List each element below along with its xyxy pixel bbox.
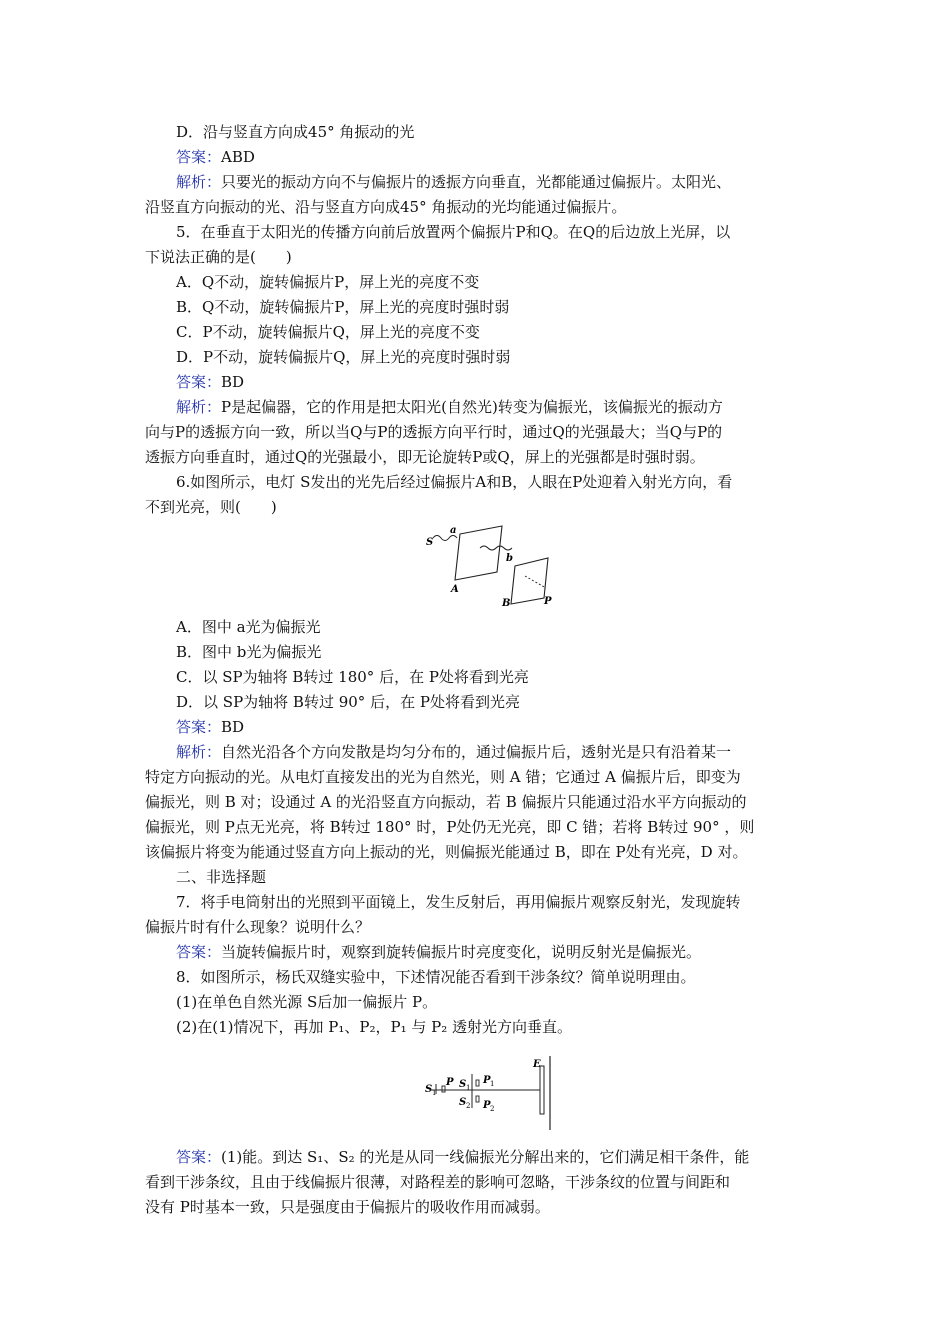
- line-q8-ans1: [176, 1147, 846, 1167]
- line-text: B．Q不动，旋转偏振片P，屏上光的亮度时强时弱: [176, 298, 510, 316]
- fig1-label-P: P: [544, 596, 552, 607]
- line-q7-stem1: [176, 892, 846, 912]
- line-q4-exp1: [176, 172, 846, 192]
- line-text: 向与P的透振方向一致，所以当Q与P的透振方向平行时，通过Q的光强最大；当Q与P的: [145, 423, 723, 441]
- fig2-sub-S1: 1: [466, 1084, 471, 1092]
- answer-label: 答案：: [176, 373, 222, 391]
- line-q4-ans: [176, 147, 846, 167]
- fig1-ray-b: [480, 546, 512, 550]
- line-q5-optB: [176, 297, 846, 317]
- line-text: ABD: [221, 148, 255, 166]
- fig2-polarizer-P2: [476, 1096, 479, 1102]
- line-q6-optB: [176, 642, 846, 662]
- fig2-label-P2: P: [483, 1100, 491, 1111]
- line-text: D．以 SP为轴将 B转过 90° 后，在 P处将看到光亮: [176, 693, 520, 711]
- line-text: A．图中 a光为偏振光: [176, 618, 321, 636]
- line-q6-exp3: [145, 792, 815, 812]
- line-q8-stem: [176, 967, 846, 987]
- line-q5-stem2: [145, 247, 815, 267]
- line-q6-exp2: [145, 767, 815, 787]
- line-q6-optD: [176, 692, 846, 712]
- line-q6-optC: [176, 667, 846, 687]
- line-text: B．图中 b光为偏振光: [176, 643, 322, 661]
- line-text: BD: [221, 373, 245, 391]
- line-q7-stem2: [145, 917, 815, 937]
- line-text: 6.如图所示，电灯 S发出的光先后经过偏振片A和B，人眼在P处迎着入射光方向，看: [176, 473, 733, 491]
- line-q6-stem2: [145, 497, 815, 517]
- line-text: 特定方向振动的光。从电灯直接发出的光为自然光，则 A 错；它通过 A 偏振片后，即变为: [145, 768, 741, 786]
- fig2-label-S2: S: [459, 1097, 467, 1108]
- line-q8-ans2: [145, 1172, 815, 1192]
- answer-label: 答案：: [176, 718, 222, 736]
- line-text: 该偏振片将变为能通过竖直方向上振动的光，则偏振光能通过 B，即在 P处有光亮，D 对。: [145, 843, 748, 861]
- fig2-label-P: P: [446, 1077, 454, 1088]
- line-text: 8．如图所示，杨氏双缝实验中，下述情况能否看到干涉条纹？简单说明理由。: [176, 968, 696, 986]
- line-text: C．P不动，旋转偏振片Q，屏上光的亮度不变: [176, 323, 480, 341]
- line-text: (1)在单色自然光源 S后加一偏振片 P。: [176, 993, 438, 1011]
- line-text: 偏振光，则 B 对；设通过 A 的光沿竖直方向振动，若 B 偏振片只能通过沿水平方向振动的: [145, 793, 747, 811]
- fig1-label-b: b: [506, 553, 513, 564]
- fig2-label-E: E: [533, 1059, 541, 1070]
- line-q5-exp2: [145, 422, 815, 442]
- fig1-label-A: A: [451, 584, 459, 595]
- line-text: 没有 P时基本一致，只是强度由于偏振片的吸收作用而减弱。: [145, 1198, 550, 1216]
- line-text: 自然光沿各个方向发散是均匀分布的，通过偏振片后，透射光是只有沿着某一: [221, 743, 732, 761]
- fig1-ray-a: [433, 536, 457, 541]
- line-text: 7．将手电筒射出的光照到平面镜上，发生反射后，再用偏振片观察反射光，发现旋转: [176, 893, 741, 911]
- fig1-polarizer-B: [511, 558, 548, 604]
- line-text: (1)能。到达 S₁、S₂ 的光是从同一线偏振光分解出来的，它们满足相干条件，能: [221, 1148, 750, 1166]
- fig2-polarizer-P: [442, 1086, 445, 1092]
- line-text: 沿竖直方向振动的光、沿与竖直方向成45° 角振动的光均能通过偏振片。: [145, 198, 627, 216]
- line-q5-ans: [176, 372, 846, 392]
- fig2-sub-P1: 1: [490, 1080, 495, 1088]
- fig2-label-P1: P: [483, 1075, 491, 1086]
- fig2-screen-E: [540, 1066, 544, 1114]
- answer-label: 答案：: [176, 1148, 222, 1166]
- line-text: 下说法正确的是( ): [145, 248, 292, 266]
- fig1-label-B: B: [502, 598, 511, 609]
- answer-label: 答案：: [176, 148, 222, 166]
- answer-label: 解析：: [176, 398, 222, 416]
- line-q8-ans3: [145, 1197, 815, 1217]
- fig2-polarizer-P1: [476, 1080, 479, 1086]
- line-text: D．沿与竖直方向成45° 角振动的光: [176, 123, 415, 141]
- fig2-sub-S: 1: [432, 1089, 437, 1097]
- line-text: 二、非选择题: [176, 868, 267, 886]
- fig2-label-S: S: [425, 1084, 433, 1095]
- line-q5-exp1: [176, 397, 846, 417]
- line-q6-ans: [176, 717, 846, 737]
- line-q4-exp2: [145, 197, 815, 217]
- line-q6-stem1: [176, 472, 846, 492]
- line-q5-optC: [176, 322, 846, 342]
- answer-label: 解析：: [176, 173, 222, 191]
- fig1-polarizer-A: [455, 526, 502, 580]
- line-q5-optA: [176, 272, 846, 292]
- line-text: P是起偏器，它的作用是把太阳光(自然光)转变为偏振光，该偏振光的振动方: [221, 398, 723, 416]
- line-text: 偏振片时有什么现象？说明什么？: [145, 918, 371, 936]
- line-q5-optD: [176, 347, 846, 367]
- line-text: 看到干涉条纹，且由于线偏振片很薄，对路程差的影响可忽略，干涉条纹的位置与间距和: [145, 1173, 731, 1191]
- line-text: 5．在垂直于太阳光的传播方向前后放置两个偏振片P和Q。在Q的后边放上光屏，以: [176, 223, 731, 241]
- line-text: A．Q不动，旋转偏振片P，屏上光的亮度不变: [176, 273, 480, 291]
- line-q8-s2: [176, 1017, 846, 1037]
- line-q5-exp3: [145, 447, 815, 467]
- line-text: 透振方向垂直时，通过Q的光强最小，即无论旋转P或Q，屏上的光强都是时强时弱。: [145, 448, 705, 466]
- line-q5-stem1: [176, 222, 846, 242]
- fig2-sub-P2: 2: [490, 1105, 495, 1113]
- line-q4-optD: [176, 122, 846, 142]
- line-q6-exp4: [145, 817, 815, 837]
- line-text: C．以 SP为轴将 B转过 180° 后，在 P处将看到光亮: [176, 668, 529, 686]
- line-q6-exp5: [145, 842, 815, 862]
- fig1-label-a: a: [450, 525, 457, 536]
- fig2-label-S1: S: [459, 1079, 467, 1090]
- line-text: 当旋转偏振片时，观察到旋转偏振片时亮度变化，说明反射光是偏振光。: [221, 943, 702, 961]
- line-q6-exp1: [176, 742, 846, 762]
- line-text: 偏振光，则 P点无光亮，将 B转过 180° 时，P处仍无光亮，即 C 错；若将 B转过 90° ，则: [145, 818, 755, 836]
- fig2-sub-S2: 2: [466, 1102, 471, 1110]
- line-q8-s1: [176, 992, 846, 1012]
- line-text: BD: [221, 718, 245, 736]
- figure-polarizers: [420, 520, 580, 610]
- line-text: 不到光亮，则( ): [145, 498, 277, 516]
- line-text: D．P不动，旋转偏振片Q，屏上光的亮度时强时弱: [176, 348, 511, 366]
- line-text: 只要光的振动方向不与偏振片的透振方向垂直，光都能通过偏振片。太阳光、: [221, 173, 732, 191]
- line-q7-ans: [176, 942, 846, 962]
- fig1-label-S: S: [426, 537, 434, 548]
- line-text: (2)在(1)情况下，再加 P₁、P₂，P₁ 与 P₂ 透射光方向垂直。: [176, 1018, 572, 1036]
- fig1-sight-line: [525, 576, 546, 588]
- answer-label: 解析：: [176, 743, 222, 761]
- line-q6-optA: [176, 617, 846, 637]
- figure-double-slit: [420, 1050, 560, 1140]
- answer-label: 答案：: [176, 943, 222, 961]
- line-sec2: [176, 867, 846, 887]
